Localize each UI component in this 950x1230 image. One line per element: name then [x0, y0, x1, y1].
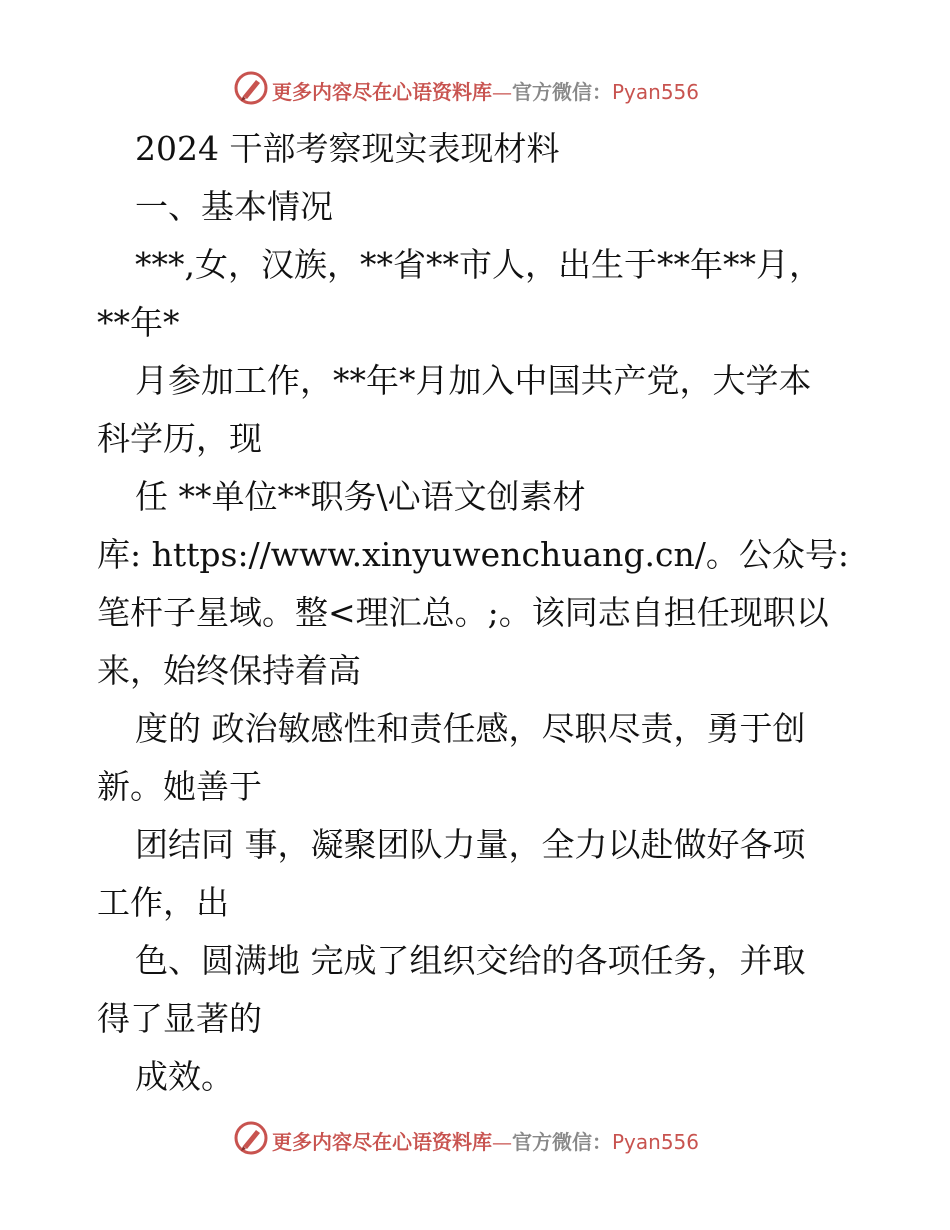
text-line: 度的 政治敏感性和责任感，尽职尽责，勇于创 [135, 709, 806, 748]
text-line: 来，始终保持着高 [97, 651, 361, 690]
text-line: 任 **单位**职务\心语文创素材 [135, 477, 586, 516]
text-line: ***,女，汉族，**省**市人，出生于**年**月， [135, 245, 822, 284]
footer-watermark [0, 1118, 950, 1162]
text-line: 月参加工作，**年*月加入中国共产党，大学本 [135, 361, 812, 400]
text-line: **年* [97, 303, 180, 342]
watermark-text: 更多内容尽在心语资料库—官方微信：Pyan556 [272, 1130, 700, 1154]
text-line: 成效。 [135, 1057, 234, 1096]
text-line: 工作，出 [97, 883, 229, 922]
text-line: 团结同 事，凝聚团队力量，全力以赴做好各项 [135, 825, 806, 864]
text-line: 科学历，现 [97, 419, 262, 458]
watermark-text: 更多内容尽在心语资料库—官方微信：Pyan556 [272, 80, 700, 104]
text-line: 库: https://www.xinyuwenchuang.cn/。公众号: [97, 535, 849, 574]
text-line: 得了显著的 [97, 999, 262, 1038]
header-watermark [0, 68, 950, 112]
document-body [97, 120, 857, 1106]
document-title: 2024 干部考察现实表现材料 [135, 129, 560, 168]
pen-logo-icon [234, 71, 268, 105]
pen-logo-icon [234, 1121, 268, 1155]
text-line: 色、圆满地 完成了组织交给的各项任务，并取 [135, 941, 806, 980]
text-line: 一、基本情况 [135, 187, 333, 226]
text-line: 笔杆子星域。整<理汇总。;。该同志自担任现职以 [97, 593, 829, 632]
text-line: 新。她善于 [97, 767, 262, 806]
